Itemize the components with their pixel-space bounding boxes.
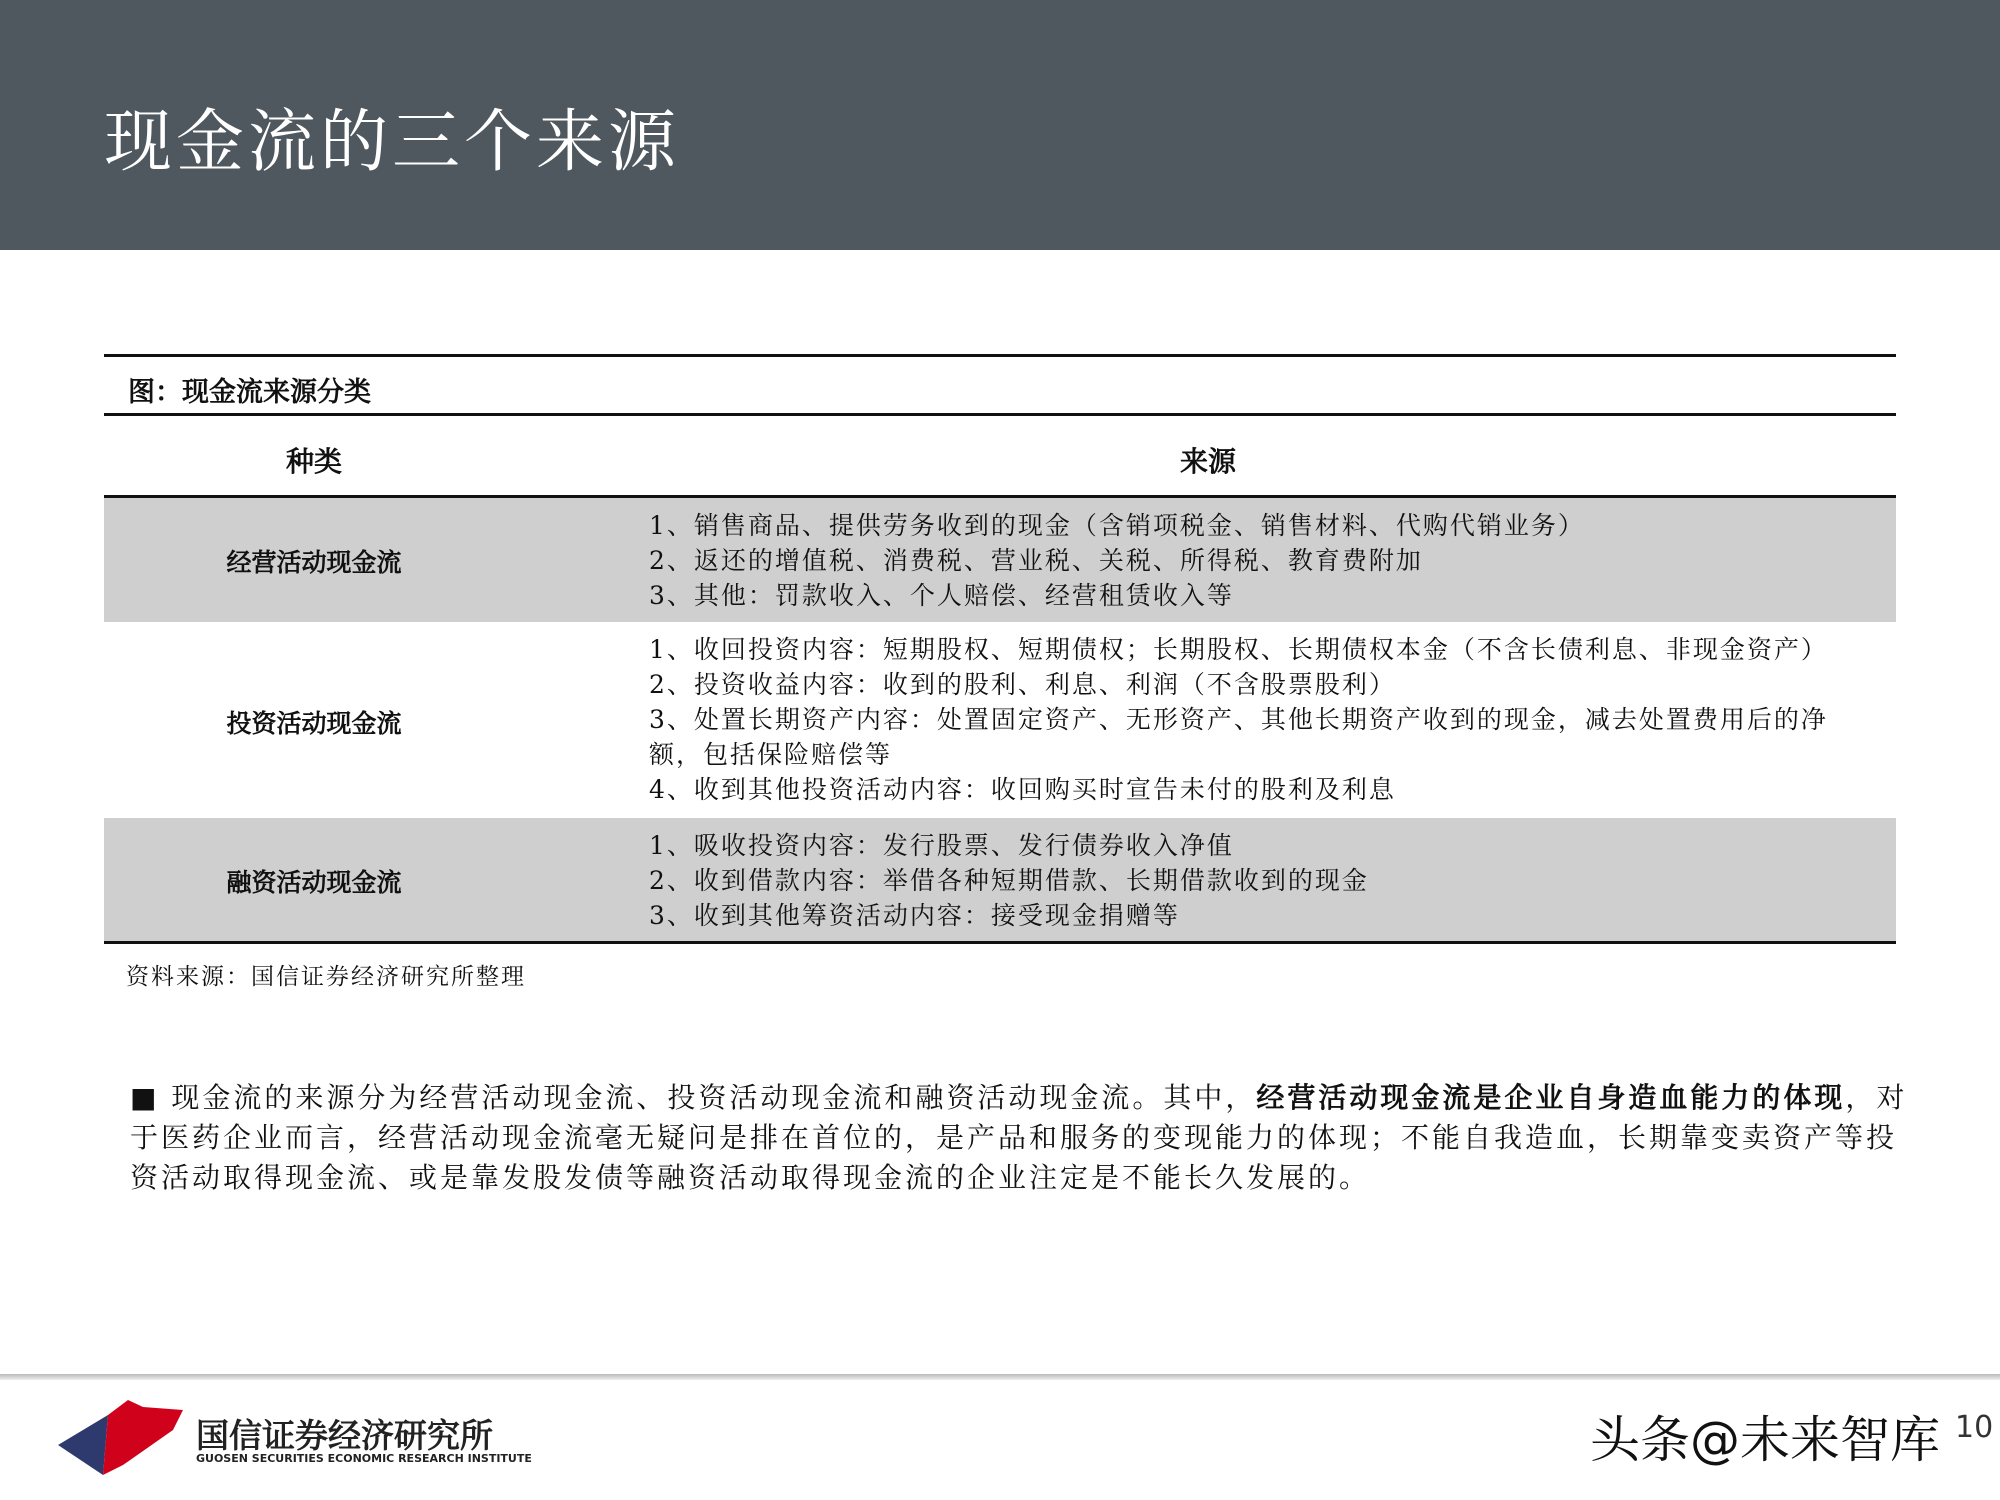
table-row [104, 818, 1896, 942]
table-top-rule [104, 354, 1896, 357]
row-item: 1、销售商品、提供劳务收到的现金（含销项税金、销售材料、代购代销业务） [649, 511, 1585, 540]
watermark: 头条@未来智库 [1590, 1411, 1940, 1469]
summary-paragraph: ■ 现金流的来源分为经营活动现金流、投资活动现金流和融资活动现金流。其中，经营活动现金流是企业自身造血能力的体现，对于医药企业而言，经营活动现金流毫无疑问是排在首位的，是产品和服务的变现能力的体现；不能自我造血，长期靠变卖资产等投资活动取得现金流、或是靠发股发债等融资活动取得现金流的企业注定是不能长久发展的。 [130, 1081, 1908, 1194]
caption-rule [104, 413, 1896, 416]
figure-caption: 图：现金流来源分类 [128, 377, 371, 408]
table-row [104, 498, 1896, 622]
row-item: 1、收回投资内容：短期股权、短期债权；长期股权、长期债权本金（不含长债利息、非现金资产） [649, 635, 1828, 664]
footer-divider [0, 1374, 2000, 1380]
guosen-logo-icon [58, 1395, 188, 1475]
column-header-source: 来源 [1180, 445, 1237, 478]
slide-header [0, 0, 2000, 250]
row-item: 4、收到其他投资活动内容：收回购买时宣告未付的股利及利息 [649, 775, 1396, 804]
row-items [649, 828, 1866, 933]
column-header-category: 种类 [285, 445, 342, 478]
table-bottom-rule [104, 941, 1896, 944]
row-item: 3、处置长期资产内容：处置固定资产、无形资产、其他长期资产收到的现金，减去处置费用后的净额，包括保险赔偿等 [649, 705, 1828, 769]
slide-title: 现金流的三个来源 [104, 103, 681, 182]
row-item: 2、收到借款内容：举借各种短期借款、长期借款收到的现金 [649, 866, 1369, 895]
row-items [649, 632, 1866, 807]
row-item: 3、其他：罚款收入、个人赔偿、经营租赁收入等 [649, 581, 1234, 610]
row-item: 3、收到其他筹资活动内容：接受现金捐赠等 [649, 901, 1180, 930]
row-item: 1、吸收投资内容：发行股票、发行债券收入净值 [649, 831, 1234, 860]
page-number: 10 [1955, 1410, 1994, 1445]
highlight-text: 经营活动现金流是企业自身造血能力的体现 [1256, 1081, 1846, 1114]
row-category: 经营活动现金流 [226, 548, 402, 577]
row-item: 2、返还的增值税、消费税、营业税、关税、所得税、教育费附加 [649, 546, 1423, 575]
logo-text-en: GUOSEN SECURITIES ECONOMIC RESEARCH INSTITUTE [196, 1452, 532, 1465]
figure-source: 资料来源：国信证券经济研究所整理 [126, 964, 526, 990]
row-category: 融资活动现金流 [226, 868, 402, 897]
row-items [649, 508, 1866, 613]
logo-text-cn: 国信证券经济研究所 [196, 1416, 493, 1455]
row-item: 2、投资收益内容：收到的股利、利息、利润（不含股票股利） [649, 670, 1396, 699]
bullet-square-icon: ■ [130, 1081, 160, 1114]
row-category: 投资活动现金流 [226, 709, 402, 738]
table-row [104, 622, 1896, 818]
